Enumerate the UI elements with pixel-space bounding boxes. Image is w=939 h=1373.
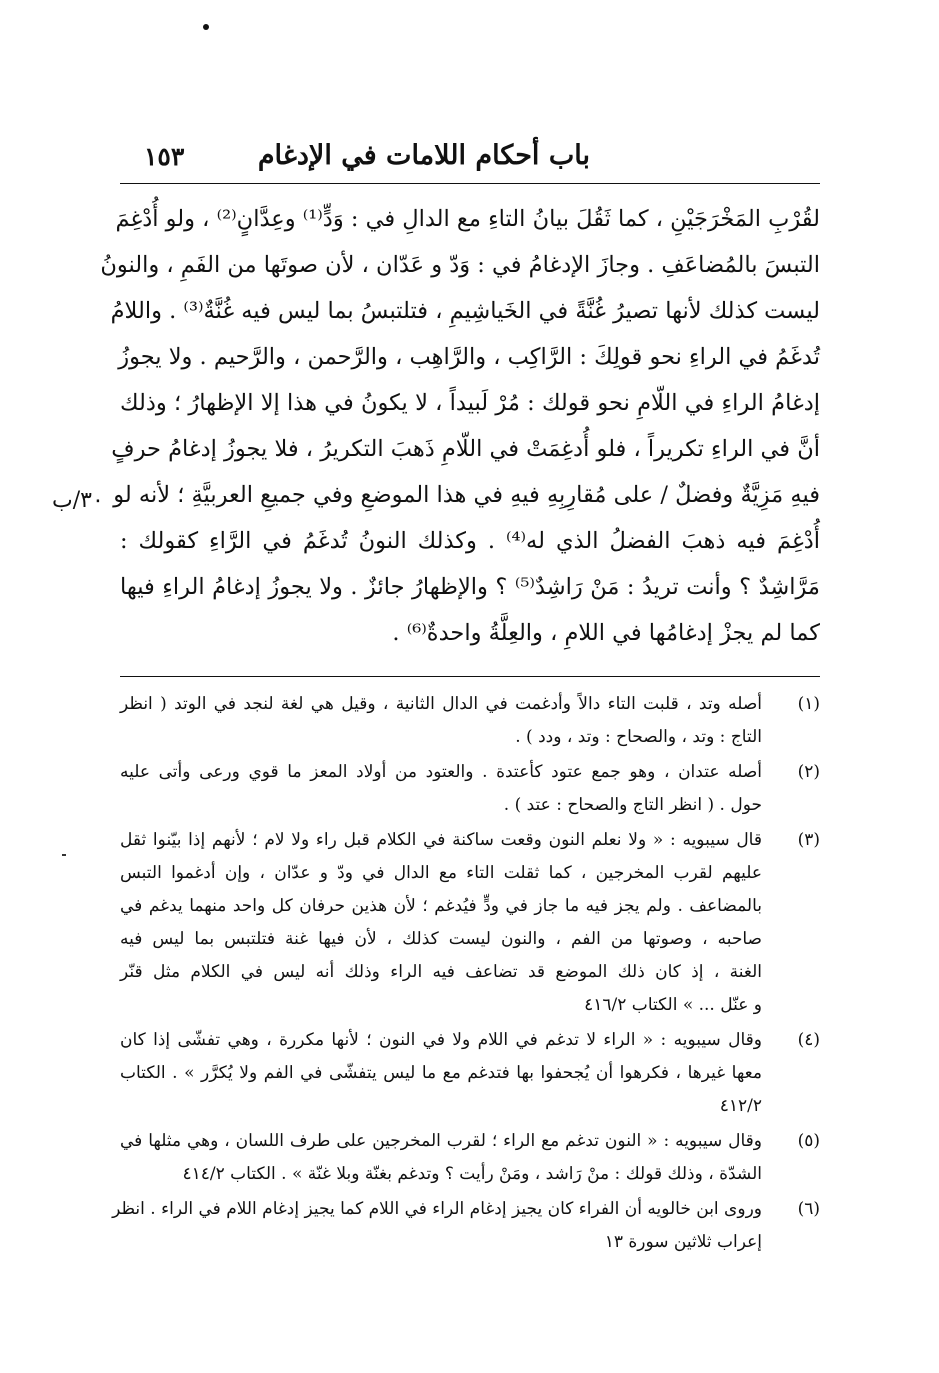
footnote-line: إعراب ثلاثين سورة ١٣ [604,1232,762,1252]
footnote-line: قال سيبويه : « ولا نعلم النون وقعت ساكنة في الكلام قبل راء ولا لام ؛ لأنهم إذا بيّنوا ثقل [120,830,762,850]
footnote-line: معها غيرها ، فكرهوا أن يُجحفوا بها فتدغم مع ما ليس يتفشّى في الفم ولا يُكرَّر » . الكتاب [120,1063,762,1083]
footnote-2 [120,756,820,822]
footnote-line: ٤١٢/٢ [719,1096,762,1116]
footnote-number: (٤) [797,1030,820,1050]
footnote-line: صاحبه ، وصوتها من الفم ، والنون ليست كذلك ، لأن فيها غنة فتلتبس بما ليس فيه [120,929,762,949]
main-text-line: التبسَ بالمُضاعَفِ . وجازَ الإدغامُ في : وَدّ و عَدّان ، لأن صوتَها من الفَمِ ، والنونُ [100,252,820,278]
margin-tick-mark [62,854,66,856]
margin-folio-note: ٣٠/ب [52,488,104,513]
footnote-body [120,1024,762,1123]
main-text-line: فيهِ مَزِيَّةٌ وفضلٌ / على مُقارِبِهِ فيهِ في هذا الموضعِ وفي جميعِ العربيَّةِ ؛ لأنه لو [113,482,820,508]
footnote-body [120,1125,762,1191]
footnote-line: بالمضاعف . ولم يجز فيه ما جاز في ودٍّ فيُدغم ؛ لأن هذين حرفان كل واحد منهما يدغم في [120,896,762,916]
footnote-line: عليهم لقرب المخرجين ، كما ثقلت التاء مع الدال في ودّ و عدّان ، وإن أدغموا التبس [120,863,762,883]
main-text-line: أنَّ في الراءِ تكريراً ، فلو أُدغِمَتْ في اللّامِ ذَهبَ التكريرُ ، فلا يجوزُ إدغامُ حرفٍ [111,436,820,462]
footnote-body [120,824,762,1022]
footnote-line: الشدّة ، وذلك قولك : منْ رَاشد ، ومَنْ رأيت ؟ وتدغم بغنّة وبلا غنّة » . الكتاب ٤١٤/٢ [182,1164,762,1184]
footnote-rule [120,676,820,677]
footnote-line: وقال سيبويه : « النون تدغم مع الراء ؛ لقرب المخرجين على طرف اللسان ، وهي مثلها في [120,1131,762,1151]
footnote-number: (٣) [797,830,820,850]
footnote-1 [120,688,820,754]
main-text-line: إدغامُ الراءِ في اللّامِ نحو قولك : مُرْ لَبيداً ، لا يكونُ في هذا إلا الإظهارُ ؛ وذلك [120,390,820,416]
main-text-line: لقُرْبِ المَخْرَجَيْنِ ، كما ثَقُلَ بيانُ التاءِ مع الدالِ في : وَدٍّ⁽¹⁾ وعِدَّانٍ⁽²⁾ ، ولو أُدْغِمَ [115,206,820,232]
main-text-line: ليست كذلك لأنها تصيرُ غُنَّةً في الخَياشِيمِ ، فتلتبسُ بما ليس فيه غُنَّةٌ⁽³⁾ . واللامُ [110,298,820,324]
footnote-line: وقال سيبويه : « الراء لا تدغم في اللام ولا في النون ؛ لأنها مكررة ، وهي تفشّى إذا كان [120,1030,763,1050]
running-header [120,140,820,184]
footnote-number: (٦) [797,1199,820,1219]
footnote-line: التاج : وتد ، والصحاح : وتد ، ودد ) . [515,727,762,747]
ink-dot [203,24,209,30]
footnote-body [120,756,762,822]
page-header-title: باب أحكام اللامات في الإدغام [257,140,590,171]
footnote-4 [120,1024,820,1123]
footnote-number: (٥) [797,1131,820,1151]
main-text-line: كما لم يجزْ إدغامُها في اللامِ ، والعِلَّةُ واحدةٌ⁽⁶⁾ . [392,620,820,646]
footnote-6 [112,1193,820,1259]
footnote-number: (٢) [797,762,820,782]
footnote-line: الغنة ، إذ كان ذلك الموضع قد تضاعف فيه الراء وذلك أنه ليس في الكلام مثل قنّر [120,962,762,982]
main-text-line: مَرَّاشِدٌ ؟ وأنت تريدُ : مَنْ رَاشِدٌ⁽⁵⁾ ؟ والإظهارُ جائزٌ . ولا يجوزُ إدغامُ الراءِ فيها [120,574,820,600]
main-text [100,196,821,656]
footnote-3 [120,824,820,1022]
footnote-number: (١) [797,694,820,714]
header-rule [120,183,820,184]
footnote-5 [120,1125,820,1191]
footnote-line: حول . ( انظر التاج والصحاح : عتد ) . [503,795,762,815]
main-text-line: أُدْغِمَ فيه ذهبَ الفضلُ الذي له⁽⁴⁾ . وكذلك النونُ تُدغَمُ في الرَّاءِ كقولك : [120,528,821,554]
footnote-line: و عنّل ... » الكتاب ٤١٦/٢ [584,995,762,1015]
footnote-line: أصله عتدان ، وهو جمع عتود كأعتدة . والعتود من أولاد المعز ما قوي ورعى وأتى عليه [120,762,762,782]
main-text-line: تُدغَمُ في الراءِ نحو قولِكَ : الرَّاكِب ، والرَّاهِب ، والرَّحمن ، والرَّحيم . ولا يجوزُ [118,344,820,370]
footnote-body [112,1193,762,1259]
footnote-line: وروى ابن خالويه أن الفراء كان يجيز إدغام الراء في اللام كما يجيز إدغام اللام في الراء . انظر [112,1199,762,1219]
footnote-body [120,688,762,754]
footnote-line: أصله وتد ، قلبت التاء دالاً وأدغمت في الدال الثانية ، وقيل هي لغة لنجد في الوتد ( انظر [120,694,762,714]
page-number: ١٥٣ [144,142,185,171]
footnotes [112,688,820,1261]
